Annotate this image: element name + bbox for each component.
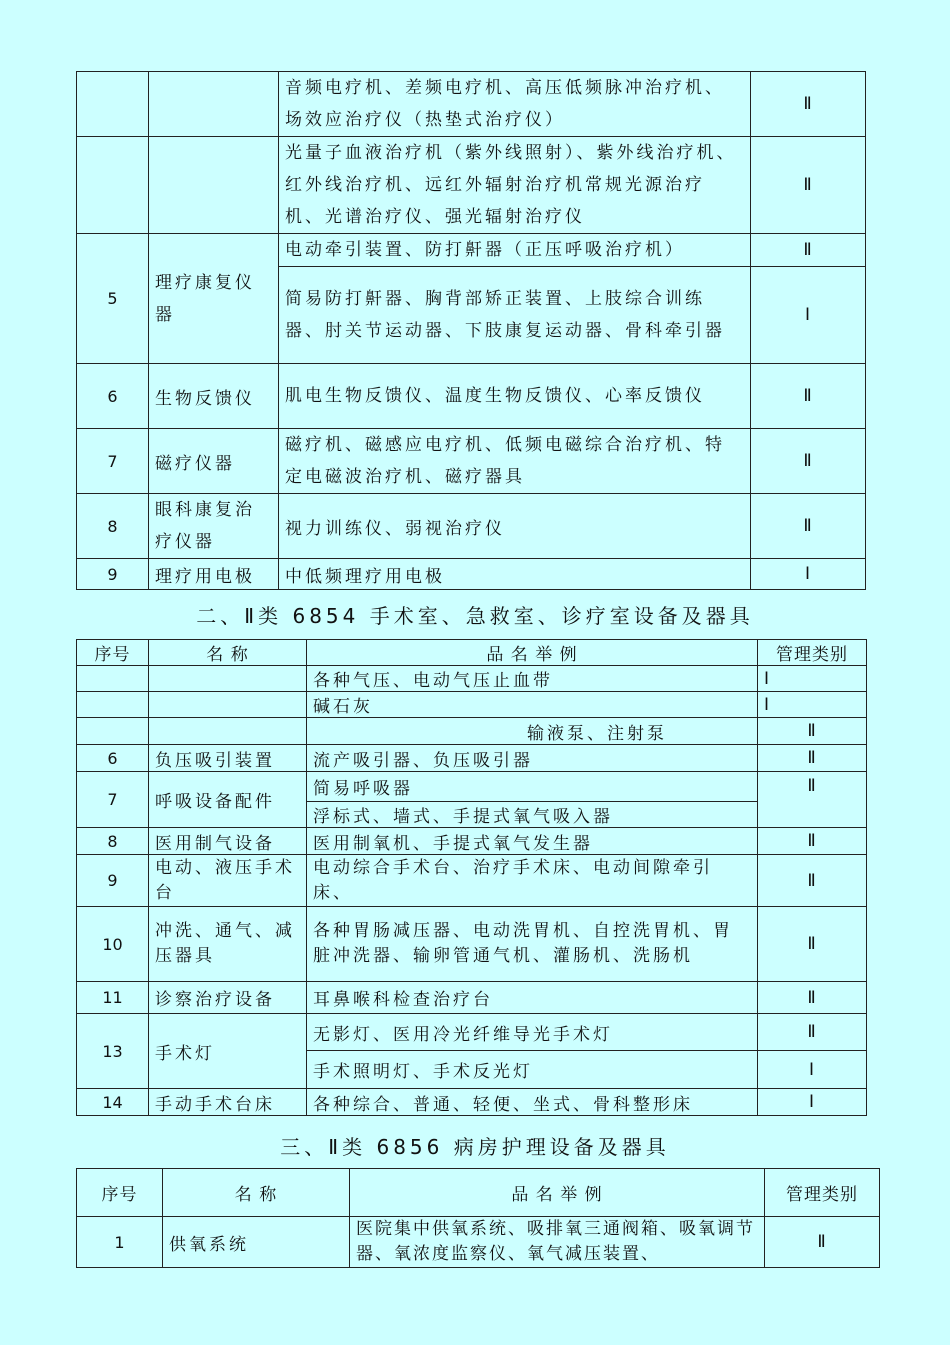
row-examples: 耳鼻喉科检查治疗台 [307,982,758,1014]
row-examples: 浮标式、墙式、手提式氧气吸入器 [307,802,758,828]
table-row [77,1217,880,1268]
row-number [77,692,149,718]
table-row [77,907,867,982]
table-row [77,1014,867,1051]
row-examples: 视力训练仪、弱视治疗仪 [279,494,751,559]
table-header [77,640,867,666]
header-class: 管理类别 [758,640,867,666]
table-row [77,429,866,494]
row-number: 14 [77,1089,149,1116]
row-class: Ⅰ [758,666,867,692]
row-name [149,718,307,745]
table-row [77,666,867,692]
row-name: 呼吸设备配件 [149,772,307,828]
table-row [77,72,866,137]
row-examples: 输液泵、注射泵 [307,718,758,745]
row-name: 生物反馈仪 [149,364,279,429]
header-number: 序号 [77,1169,163,1217]
table-row [77,559,866,590]
row-number: 8 [77,494,149,559]
row-examples: 中低频理疗用电极 [279,559,751,590]
row-number: 5 [77,234,149,364]
row-class: Ⅱ [751,364,866,429]
row-class: Ⅰ [758,692,867,718]
row-number: 8 [77,828,149,855]
header-name: 名 称 [149,640,307,666]
row-class: Ⅱ [758,982,867,1014]
row-class: Ⅰ [758,1051,867,1089]
table-row [77,855,867,907]
row-class: Ⅱ [751,429,866,494]
table-row [77,718,867,745]
row-number [77,666,149,692]
row-name: 医用制气设备 [149,828,307,855]
table-row [77,494,866,559]
row-examples: 医院集中供氧系统、吸排氧三通阀箱、吸氧调节器、氧浓度监察仪、氧气减压装置、 [350,1217,765,1268]
header-examples: 品 名 举 例 [350,1169,765,1217]
row-number: 1 [77,1217,163,1268]
section-title-6854: 二、Ⅱ类 6854 手术室、急救室、诊疗室设备及器具 [196,604,754,628]
row-examples: 各种胃肠减压器、电动洗胃机、自控洗胃机、胃脏冲洗器、输卵管通气机、灌肠机、洗肠机 [307,907,758,982]
table-row [77,692,867,718]
row-class: Ⅱ [758,907,867,982]
device-table-6856 [76,1168,880,1268]
device-table-continued [76,71,866,590]
row-name: 理疗康复仪器 [149,234,279,364]
row-class: Ⅱ [758,772,867,828]
section-title-6856: 三、Ⅱ类 6856 病房护理设备及器具 [280,1135,670,1159]
row-class: Ⅱ [751,494,866,559]
row-examples: 简易防打鼾器、胸背部矫正装置、上肢综合训练器、肘关节运动器、下肢康复运动器、骨科牵引器 [279,267,751,364]
table-header [77,1169,880,1217]
row-class: Ⅱ [751,72,866,137]
row-examples: 电动综合手术台、治疗手术床、电动间隙牵引床、 [307,855,758,907]
table-row [77,772,867,802]
row-examples: 流产吸引器、负压吸引器 [307,745,758,772]
row-number: 6 [77,364,149,429]
header-class: 管理类别 [765,1169,880,1217]
table-row [77,1089,867,1116]
row-number: 10 [77,907,149,982]
row-class: Ⅰ [751,559,866,590]
row-number: 9 [77,855,149,907]
row-examples: 各种气压、电动气压止血带 [307,666,758,692]
row-name [149,72,279,137]
row-examples: 无影灯、医用冷光纤维导光手术灯 [307,1014,758,1051]
row-number: 7 [77,429,149,494]
header-examples: 品 名 举 例 [307,640,758,666]
row-name [149,692,307,718]
table-row [77,234,866,267]
row-name [149,666,307,692]
row-class: Ⅰ [751,267,866,364]
row-number [77,718,149,745]
row-name: 手动手术台床 [149,1089,307,1116]
header-name: 名 称 [163,1169,350,1217]
row-number: 13 [77,1014,149,1089]
row-class: Ⅱ [758,718,867,745]
row-class: Ⅱ [758,828,867,855]
row-class: Ⅱ [758,855,867,907]
row-examples: 各种综合、普通、轻便、坐式、骨科整形床 [307,1089,758,1116]
row-examples: 光量子血液治疗机（紫外线照射）、紫外线治疗机、红外线治疗机、远红外辐射治疗机常规光源治疗机、光谱治疗仪、强光辐射治疗仪 [279,137,751,234]
table-row [77,982,867,1014]
row-examples: 简易呼吸器 [307,772,758,802]
row-name: 负压吸引装置 [149,745,307,772]
row-name: 磁疗仪器 [149,429,279,494]
row-examples: 肌电生物反馈仪、温度生物反馈仪、心率反馈仪 [279,364,751,429]
row-name: 诊察治疗设备 [149,982,307,1014]
row-name: 供氧系统 [163,1217,350,1268]
table-row [77,828,867,855]
row-name: 理疗用电极 [149,559,279,590]
row-class: Ⅱ [758,1014,867,1051]
row-examples: 手术照明灯、手术反光灯 [307,1051,758,1089]
row-number: 11 [77,982,149,1014]
row-examples: 音频电疗机、差频电疗机、高压低频脉冲治疗机、场效应治疗仪（热垫式治疗仪） [279,72,751,137]
row-class: Ⅱ [758,745,867,772]
table-row [77,745,867,772]
row-name: 冲洗、通气、减压器具 [149,907,307,982]
row-class: Ⅱ [751,137,866,234]
header-number: 序号 [77,640,149,666]
row-number [77,137,149,234]
row-class: Ⅱ [765,1217,880,1268]
row-name: 电动、液压手术台 [149,855,307,907]
row-name [149,137,279,234]
row-number [77,72,149,137]
row-examples: 医用制氧机、手提式氧气发生器 [307,828,758,855]
row-examples: 碱石灰 [307,692,758,718]
row-number: 9 [77,559,149,590]
row-name: 手术灯 [149,1014,307,1089]
table-row [77,364,866,429]
row-examples: 磁疗机、磁感应电疗机、低频电磁综合治疗机、特定电磁波治疗机、磁疗器具 [279,429,751,494]
table-row [77,137,866,234]
row-class: Ⅰ [758,1089,867,1116]
row-number: 7 [77,772,149,828]
row-name: 眼科康复治疗仪器 [149,494,279,559]
row-class: Ⅱ [751,234,866,267]
row-number: 6 [77,745,149,772]
row-examples: 电动牵引装置、防打鼾器（正压呼吸治疗机） [279,234,751,267]
device-table-6854 [76,639,867,1116]
